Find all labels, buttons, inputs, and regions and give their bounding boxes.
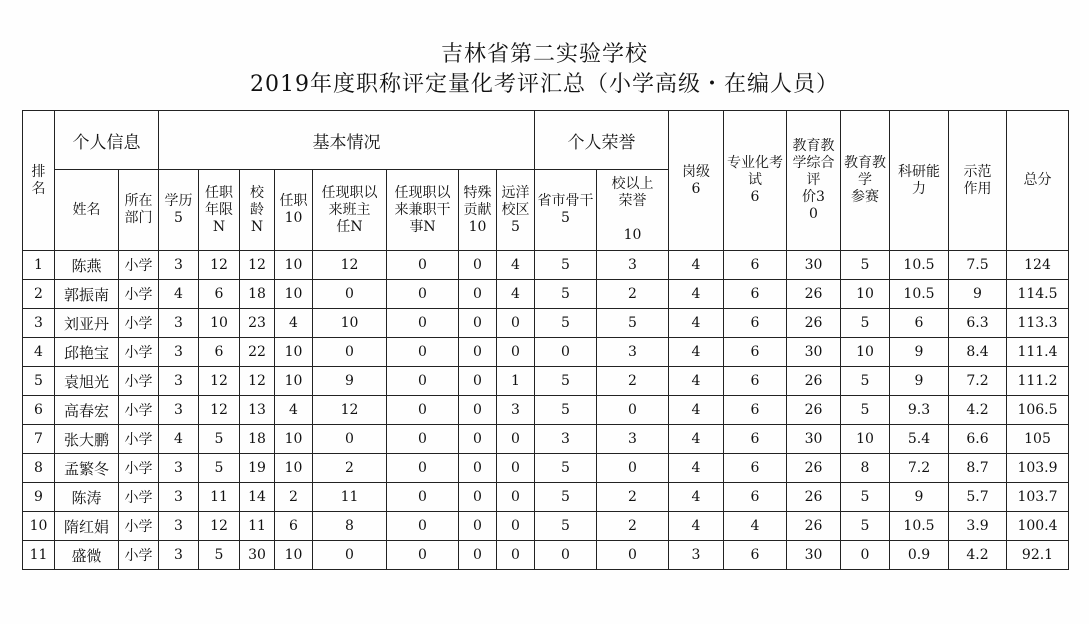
cell-demonstration: 7.5: [949, 251, 1007, 280]
table-row: [23, 367, 1069, 396]
cell-dept: 小学: [119, 541, 159, 570]
cell-post-level: 4: [669, 338, 724, 367]
table-row: [23, 425, 1069, 454]
cell-name: 陈燕: [55, 251, 119, 280]
group-personal-honor: 个人荣誉: [535, 111, 669, 170]
report-title: 2019年度职称评定量化考评汇总（小学高级・在编人员）: [250, 72, 839, 97]
cell-professional-exam: 6: [724, 280, 787, 309]
cell-rank: 9: [23, 483, 55, 512]
cell-dept: 小学: [119, 396, 159, 425]
cell-dept: 小学: [119, 483, 159, 512]
cell-education: 4: [159, 280, 199, 309]
cell-dept: 小学: [119, 454, 159, 483]
cell-teaching-contest: 5: [841, 396, 890, 425]
cell-rank: 5: [23, 367, 55, 396]
cell-name: 盛微: [55, 541, 119, 570]
table-row: [23, 541, 1069, 570]
cell-post-level: 4: [669, 309, 724, 338]
cell-demonstration: 4.2: [949, 396, 1007, 425]
cell-school-age: 30: [240, 541, 275, 570]
table-body: [23, 251, 1069, 570]
cell-remote-campus: 0: [497, 425, 535, 454]
table-header: [23, 111, 1069, 251]
header-education-label: 学历 5: [164, 193, 193, 226]
cell-teaching-eval: 30: [787, 425, 841, 454]
cell-professional-exam: 4: [724, 512, 787, 541]
cell-special: 0: [459, 425, 497, 454]
cell-school-age: 12: [240, 251, 275, 280]
cell-tenure: 5: [199, 425, 240, 454]
cell-school-age: 13: [240, 396, 275, 425]
header-remote-campus: [497, 170, 535, 251]
header-post-level-label: 岗级 6: [682, 163, 710, 197]
cell-dept: 小学: [119, 367, 159, 396]
cell-head-teacher: 8: [313, 512, 387, 541]
cell-professional-exam: 6: [724, 541, 787, 570]
cell-part-time: 0: [387, 338, 459, 367]
cell-school-age: 11: [240, 512, 275, 541]
cell-honors: 3: [597, 338, 669, 367]
cell-research: 9.3: [890, 396, 949, 425]
cell-special: 0: [459, 367, 497, 396]
cell-post-level: 4: [669, 396, 724, 425]
cell-special: 0: [459, 541, 497, 570]
cell-backbone: 0: [535, 338, 597, 367]
header-part-time-label: 任现职以 来兼职干 事N: [394, 184, 451, 235]
cell-rank: 10: [23, 512, 55, 541]
header-professional-exam-label: 专业化考 试 6: [727, 155, 783, 205]
table-row: [23, 338, 1069, 367]
cell-special: 0: [459, 251, 497, 280]
table-row: [23, 396, 1069, 425]
cell-rank: 4: [23, 338, 55, 367]
cell-backbone: 5: [535, 483, 597, 512]
cell-name: 陈涛: [55, 483, 119, 512]
cell-education: 4: [159, 425, 199, 454]
cell-research: 9: [890, 367, 949, 396]
cell-teaching-eval: 26: [787, 483, 841, 512]
cell-remote-campus: 0: [497, 541, 535, 570]
cell-teaching-contest: 5: [841, 512, 890, 541]
cell-part-time: 0: [387, 541, 459, 570]
header-total: [1007, 111, 1069, 251]
cell-special: 0: [459, 483, 497, 512]
cell-teaching-contest: 8: [841, 454, 890, 483]
cell-dept: 小学: [119, 309, 159, 338]
cell-school-age: 18: [240, 280, 275, 309]
cell-remote-campus: 0: [497, 512, 535, 541]
cell-teaching-eval: 26: [787, 309, 841, 338]
cell-appointment: 10: [275, 541, 313, 570]
cell-demonstration: 4.2: [949, 541, 1007, 570]
cell-appointment: 2: [275, 483, 313, 512]
cell-rank: 8: [23, 454, 55, 483]
cell-remote-campus: 1: [497, 367, 535, 396]
cell-tenure: 5: [199, 454, 240, 483]
cell-education: 3: [159, 251, 199, 280]
cell-tenure: 11: [199, 483, 240, 512]
cell-total: 111.4: [1007, 338, 1069, 367]
cell-remote-campus: 4: [497, 280, 535, 309]
cell-school-age: 19: [240, 454, 275, 483]
cell-tenure: 6: [199, 280, 240, 309]
cell-head-teacher: 11: [313, 483, 387, 512]
cell-teaching-eval: 30: [787, 251, 841, 280]
cell-head-teacher: 9: [313, 367, 387, 396]
cell-appointment: 4: [275, 309, 313, 338]
cell-honors: 3: [597, 251, 669, 280]
score-table: [22, 110, 1069, 570]
cell-rank: 2: [23, 280, 55, 309]
school-name: 吉林省第二实验学校: [440, 42, 648, 67]
cell-teaching-contest: 10: [841, 280, 890, 309]
cell-school-age: 14: [240, 483, 275, 512]
cell-research: 10.5: [890, 251, 949, 280]
cell-head-teacher: 12: [313, 396, 387, 425]
cell-part-time: 0: [387, 425, 459, 454]
cell-tenure: 5: [199, 541, 240, 570]
cell-education: 3: [159, 367, 199, 396]
header-tenure-label: 任职 年限 N: [205, 184, 233, 235]
cell-education: 3: [159, 541, 199, 570]
cell-total: 105: [1007, 425, 1069, 454]
cell-name: 隋红娟: [55, 512, 119, 541]
cell-demonstration: 9: [949, 280, 1007, 309]
table-row: [23, 280, 1069, 309]
cell-education: 3: [159, 454, 199, 483]
cell-school-age: 22: [240, 338, 275, 367]
header-head-teacher: [313, 170, 387, 251]
header-appointment: [275, 170, 313, 251]
cell-part-time: 0: [387, 396, 459, 425]
header-honors-label: 校以上 荣誉 10: [611, 176, 654, 243]
cell-honors: 5: [597, 309, 669, 338]
cell-special: 0: [459, 512, 497, 541]
cell-teaching-contest: 0: [841, 541, 890, 570]
cell-total: 111.2: [1007, 367, 1069, 396]
cell-special: 0: [459, 309, 497, 338]
cell-tenure: 12: [199, 512, 240, 541]
cell-professional-exam: 6: [724, 309, 787, 338]
header-rank-label: 排 名: [31, 163, 46, 197]
cell-education: 3: [159, 338, 199, 367]
group-basic-info: 基本情况: [159, 111, 535, 170]
cell-head-teacher: 12: [313, 251, 387, 280]
header-education: [159, 170, 199, 251]
cell-teaching-contest: 5: [841, 483, 890, 512]
header-rank: [23, 111, 55, 251]
header-backbone: [535, 170, 597, 251]
cell-backbone: 5: [535, 512, 597, 541]
cell-appointment: 10: [275, 251, 313, 280]
cell-backbone: 5: [535, 396, 597, 425]
cell-honors: 0: [597, 396, 669, 425]
cell-remote-campus: 0: [497, 338, 535, 367]
cell-appointment: 10: [275, 338, 313, 367]
cell-head-teacher: 2: [313, 454, 387, 483]
cell-post-level: 4: [669, 454, 724, 483]
cell-backbone: 5: [535, 309, 597, 338]
cell-total: 92.1: [1007, 541, 1069, 570]
cell-post-level: 4: [669, 512, 724, 541]
header-appointment-label: 任职 10: [279, 193, 308, 226]
header-teaching-contest: [841, 111, 890, 251]
table-row: [23, 454, 1069, 483]
cell-education: 3: [159, 483, 199, 512]
cell-professional-exam: 6: [724, 338, 787, 367]
cell-school-age: 12: [240, 367, 275, 396]
cell-research: 5.4: [890, 425, 949, 454]
cell-demonstration: 3.9: [949, 512, 1007, 541]
cell-tenure: 12: [199, 251, 240, 280]
cell-rank: 1: [23, 251, 55, 280]
cell-demonstration: 7.2: [949, 367, 1007, 396]
cell-name: 袁旭光: [55, 367, 119, 396]
cell-education: 3: [159, 396, 199, 425]
cell-teaching-eval: 26: [787, 396, 841, 425]
cell-remote-campus: 0: [497, 309, 535, 338]
cell-rank: 7: [23, 425, 55, 454]
header-backbone-label: 省市骨干 5: [537, 193, 594, 226]
cell-teaching-eval: 26: [787, 280, 841, 309]
cell-total: 114.5: [1007, 280, 1069, 309]
cell-special: 0: [459, 280, 497, 309]
header-teaching-contest-label: 教育教学 参赛: [844, 155, 886, 205]
cell-teaching-contest: 5: [841, 367, 890, 396]
table-row: [23, 251, 1069, 280]
header-research: [890, 111, 949, 251]
cell-honors: 2: [597, 280, 669, 309]
cell-post-level: 3: [669, 541, 724, 570]
cell-dept: 小学: [119, 338, 159, 367]
group-personal-info: 个人信息: [55, 111, 159, 170]
cell-backbone: 3: [535, 425, 597, 454]
cell-post-level: 4: [669, 367, 724, 396]
cell-head-teacher: 10: [313, 309, 387, 338]
cell-teaching-eval: 26: [787, 454, 841, 483]
cell-honors: 0: [597, 541, 669, 570]
cell-total: 100.4: [1007, 512, 1069, 541]
cell-research: 9: [890, 483, 949, 512]
cell-school-age: 18: [240, 425, 275, 454]
table-row: [23, 512, 1069, 541]
cell-backbone: 5: [535, 367, 597, 396]
header-honors: [597, 170, 669, 251]
header-teaching-eval: [787, 111, 841, 251]
cell-appointment: 10: [275, 280, 313, 309]
header-teaching-eval-label: 教育教 学综合评 价3 0: [792, 138, 835, 222]
cell-professional-exam: 6: [724, 251, 787, 280]
cell-remote-campus: 4: [497, 251, 535, 280]
cell-teaching-contest: 10: [841, 425, 890, 454]
cell-appointment: 10: [275, 454, 313, 483]
cell-backbone: 0: [535, 541, 597, 570]
cell-teaching-eval: 26: [787, 512, 841, 541]
cell-head-teacher: 0: [313, 425, 387, 454]
cell-tenure: 12: [199, 367, 240, 396]
cell-demonstration: 8.7: [949, 454, 1007, 483]
cell-remote-campus: 0: [497, 483, 535, 512]
cell-honors: 2: [597, 367, 669, 396]
header-school-age: [240, 170, 275, 251]
header-special-label: 特殊 贡献 10: [463, 184, 492, 235]
cell-research: 10.5: [890, 512, 949, 541]
cell-total: 113.3: [1007, 309, 1069, 338]
header-dept: [119, 170, 159, 251]
cell-honors: 0: [597, 454, 669, 483]
cell-tenure: 6: [199, 338, 240, 367]
header-research-label: 科研能 力: [898, 163, 940, 197]
cell-post-level: 4: [669, 251, 724, 280]
cell-tenure: 12: [199, 396, 240, 425]
cell-special: 0: [459, 454, 497, 483]
cell-total: 103.9: [1007, 454, 1069, 483]
header-dept-label: 所在 部门: [124, 193, 153, 226]
cell-teaching-eval: 26: [787, 367, 841, 396]
cell-honors: 2: [597, 512, 669, 541]
cell-post-level: 4: [669, 425, 724, 454]
cell-rank: 6: [23, 396, 55, 425]
cell-post-level: 4: [669, 483, 724, 512]
header-demonstration: [949, 111, 1007, 251]
cell-name: 郭振南: [55, 280, 119, 309]
cell-dept: 小学: [119, 425, 159, 454]
cell-head-teacher: 0: [313, 280, 387, 309]
cell-part-time: 0: [387, 280, 459, 309]
cell-remote-campus: 0: [497, 454, 535, 483]
cell-teaching-contest: 10: [841, 338, 890, 367]
cell-teaching-contest: 5: [841, 251, 890, 280]
cell-backbone: 5: [535, 251, 597, 280]
cell-name: 高春宏: [55, 396, 119, 425]
cell-research: 0.9: [890, 541, 949, 570]
cell-part-time: 0: [387, 483, 459, 512]
cell-backbone: 5: [535, 454, 597, 483]
header-head-teacher-label: 任现职以 来班主 任N: [321, 184, 378, 235]
header-demonstration-label: 示范 作用: [963, 163, 992, 197]
header-name-label: 姓名: [72, 201, 101, 218]
cell-professional-exam: 6: [724, 425, 787, 454]
cell-appointment: 10: [275, 425, 313, 454]
cell-education: 3: [159, 512, 199, 541]
header-professional-exam: [724, 111, 787, 251]
cell-special: 0: [459, 338, 497, 367]
document-title: [0, 40, 1089, 100]
cell-post-level: 4: [669, 280, 724, 309]
cell-research: 10.5: [890, 280, 949, 309]
cell-professional-exam: 6: [724, 367, 787, 396]
cell-appointment: 10: [275, 367, 313, 396]
table-row: [23, 309, 1069, 338]
header-name: [55, 170, 119, 251]
cell-education: 3: [159, 309, 199, 338]
cell-name: 刘亚丹: [55, 309, 119, 338]
cell-professional-exam: 6: [724, 396, 787, 425]
cell-part-time: 0: [387, 251, 459, 280]
cell-name: 邱艳宝: [55, 338, 119, 367]
cell-research: 9: [890, 338, 949, 367]
header-tenure: [199, 170, 240, 251]
cell-demonstration: 6.3: [949, 309, 1007, 338]
cell-research: 7.2: [890, 454, 949, 483]
cell-part-time: 0: [387, 512, 459, 541]
cell-total: 124: [1007, 251, 1069, 280]
header-special: [459, 170, 497, 251]
cell-demonstration: 6.6: [949, 425, 1007, 454]
cell-professional-exam: 6: [724, 483, 787, 512]
cell-total: 103.7: [1007, 483, 1069, 512]
cell-part-time: 0: [387, 454, 459, 483]
cell-part-time: 0: [387, 309, 459, 338]
cell-special: 0: [459, 396, 497, 425]
cell-backbone: 5: [535, 280, 597, 309]
cell-teaching-contest: 5: [841, 309, 890, 338]
cell-appointment: 4: [275, 396, 313, 425]
table-row: [23, 483, 1069, 512]
header-remote-campus-label: 远洋 校区 5: [501, 184, 530, 235]
cell-name: 张大鹏: [55, 425, 119, 454]
header-part-time: [387, 170, 459, 251]
cell-rank: 3: [23, 309, 55, 338]
cell-dept: 小学: [119, 251, 159, 280]
cell-total: 106.5: [1007, 396, 1069, 425]
cell-appointment: 6: [275, 512, 313, 541]
cell-rank: 11: [23, 541, 55, 570]
cell-head-teacher: 0: [313, 338, 387, 367]
cell-professional-exam: 6: [724, 454, 787, 483]
cell-honors: 3: [597, 425, 669, 454]
cell-teaching-eval: 30: [787, 338, 841, 367]
cell-honors: 2: [597, 483, 669, 512]
cell-dept: 小学: [119, 280, 159, 309]
cell-research: 6: [890, 309, 949, 338]
cell-head-teacher: 0: [313, 541, 387, 570]
cell-demonstration: 5.7: [949, 483, 1007, 512]
cell-name: 孟繁冬: [55, 454, 119, 483]
cell-demonstration: 8.4: [949, 338, 1007, 367]
cell-part-time: 0: [387, 367, 459, 396]
cell-dept: 小学: [119, 512, 159, 541]
header-post-level: [669, 111, 724, 251]
header-school-age-label: 校 龄 N: [250, 184, 264, 235]
cell-remote-campus: 3: [497, 396, 535, 425]
cell-tenure: 10: [199, 309, 240, 338]
cell-school-age: 23: [240, 309, 275, 338]
header-total-label: 总分: [1023, 172, 1052, 188]
cell-teaching-eval: 30: [787, 541, 841, 570]
